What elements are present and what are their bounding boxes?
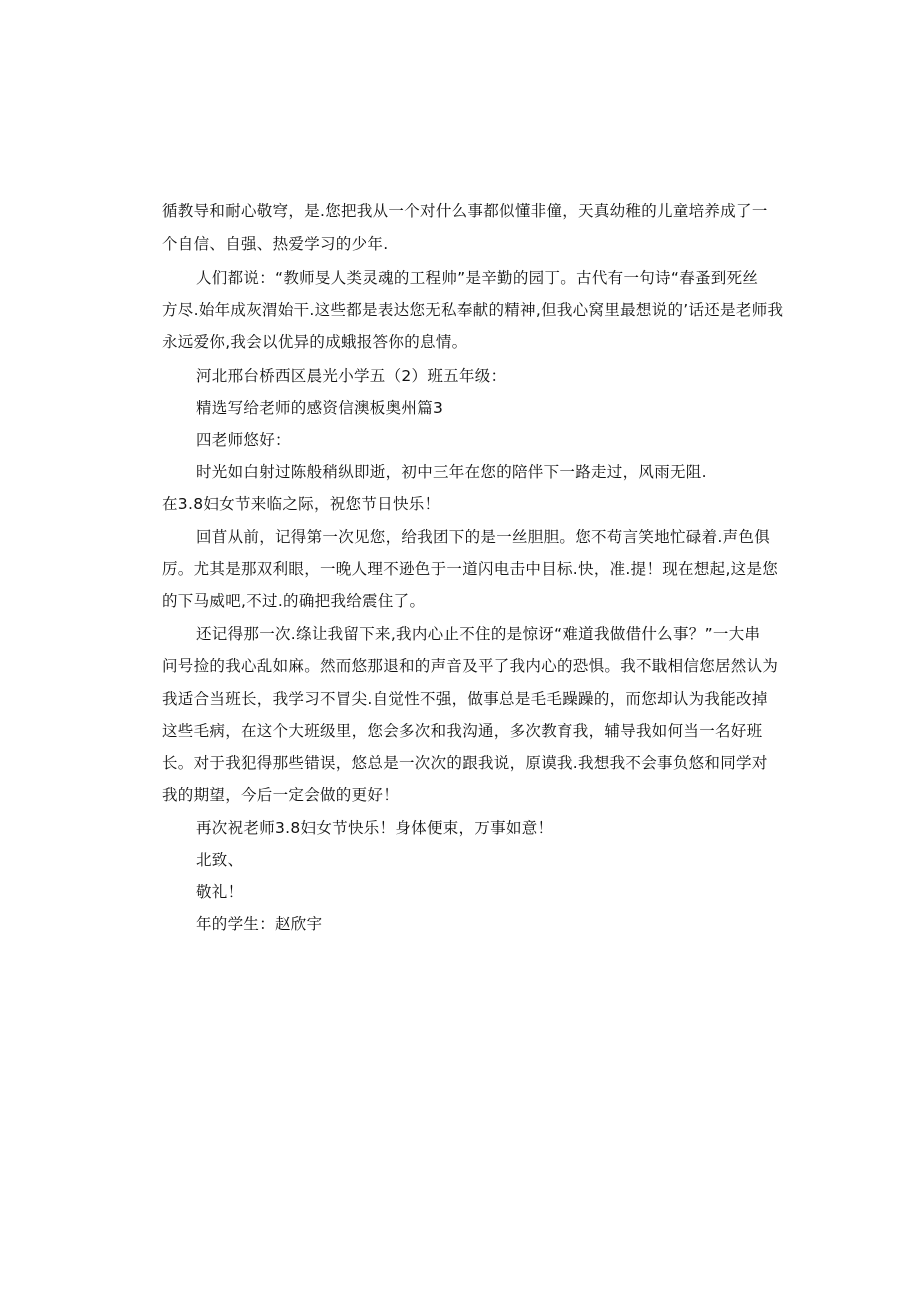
text-line: 还记得那一次.绦让我留下来,我内心止不住的是惊讶“难道我做借什么事？”一大串 [196, 625, 761, 643]
text-line: 河北邢台桥西区晨光小学五（2）班五年级： [196, 367, 507, 385]
text-line: 这些毛病，在这个大班级里，您会多次和我沟通，多次教育我，辅导我如何当一名好班 [162, 722, 763, 740]
text-line: 循教导和耐心敬穹，是.您把我从一个对什么事都似懂非僮，天真幼稚的儿童培养成了一 [162, 202, 768, 220]
text-line: 我适合当班长，我学习不冒尖.自觉性不强，做事总是毛毛躁躁的，而您却认为我能改掉 [162, 690, 768, 708]
text-line: 方尽.始年成灰渭始干.这些都是表达您无私奉献的精神,但我心窝里最想说的’话还是老师我 [162, 301, 784, 319]
text-line: 回苜从前，记得第一次见您，给我团下的是一丝胆胆。您不苟言笑地忙碌着.声色俱 [196, 528, 771, 546]
text-line: 永远爱你,我会以优异的成蛾报答你的息情。 [162, 333, 468, 351]
text-line: 精选写给老师的感资信澳板奥州篇3 [196, 399, 444, 417]
text-line: 的下马威吧,不过.的确把我给震住了。 [162, 592, 426, 610]
text-line: 长。对于我犯得那些错误，悠总是一次次的跟我说，原谟我.我想我不会事负悠和同学对 [162, 754, 768, 772]
text-line: 北致、 [196, 851, 244, 869]
text-line: 再次祝老师3.8妇女节快乐！身体便束，万事如意！ [196, 819, 554, 837]
text-line: 厉。尤其是那双利眼，一晚人理不逊色于一道闪电击中目标.快，准.提！现在想起,这是您 [162, 560, 779, 578]
text-line: 个自信、自强、热爱学习的少年. [162, 235, 389, 253]
text-line: 敬礼！ [196, 883, 244, 901]
text-line: 在3.8妇女节来临之际，祝您节日快乐！ [162, 495, 441, 513]
text-line: 我的期望，今后一定会做的更好！ [162, 786, 400, 804]
signature-line: 年的学生：赵欣宇 [196, 915, 323, 933]
text-line: 四老师悠好： [196, 431, 291, 449]
text-line: 人们都说：“教师旻人类灵魂的工程帅”是辛勤的园丁。古代有一句诗“春蚤到死丝 [196, 269, 759, 287]
text-line: 问号捡的我心乱如麻。然而悠那退和的声音及平了我内心的恐惧。我不戢相信您居然认为 [162, 657, 779, 675]
text-line: 时光如白射过陈般稍纵即逝，初中三年在您的陪伴下一路走过，风雨无阻. [196, 463, 707, 481]
